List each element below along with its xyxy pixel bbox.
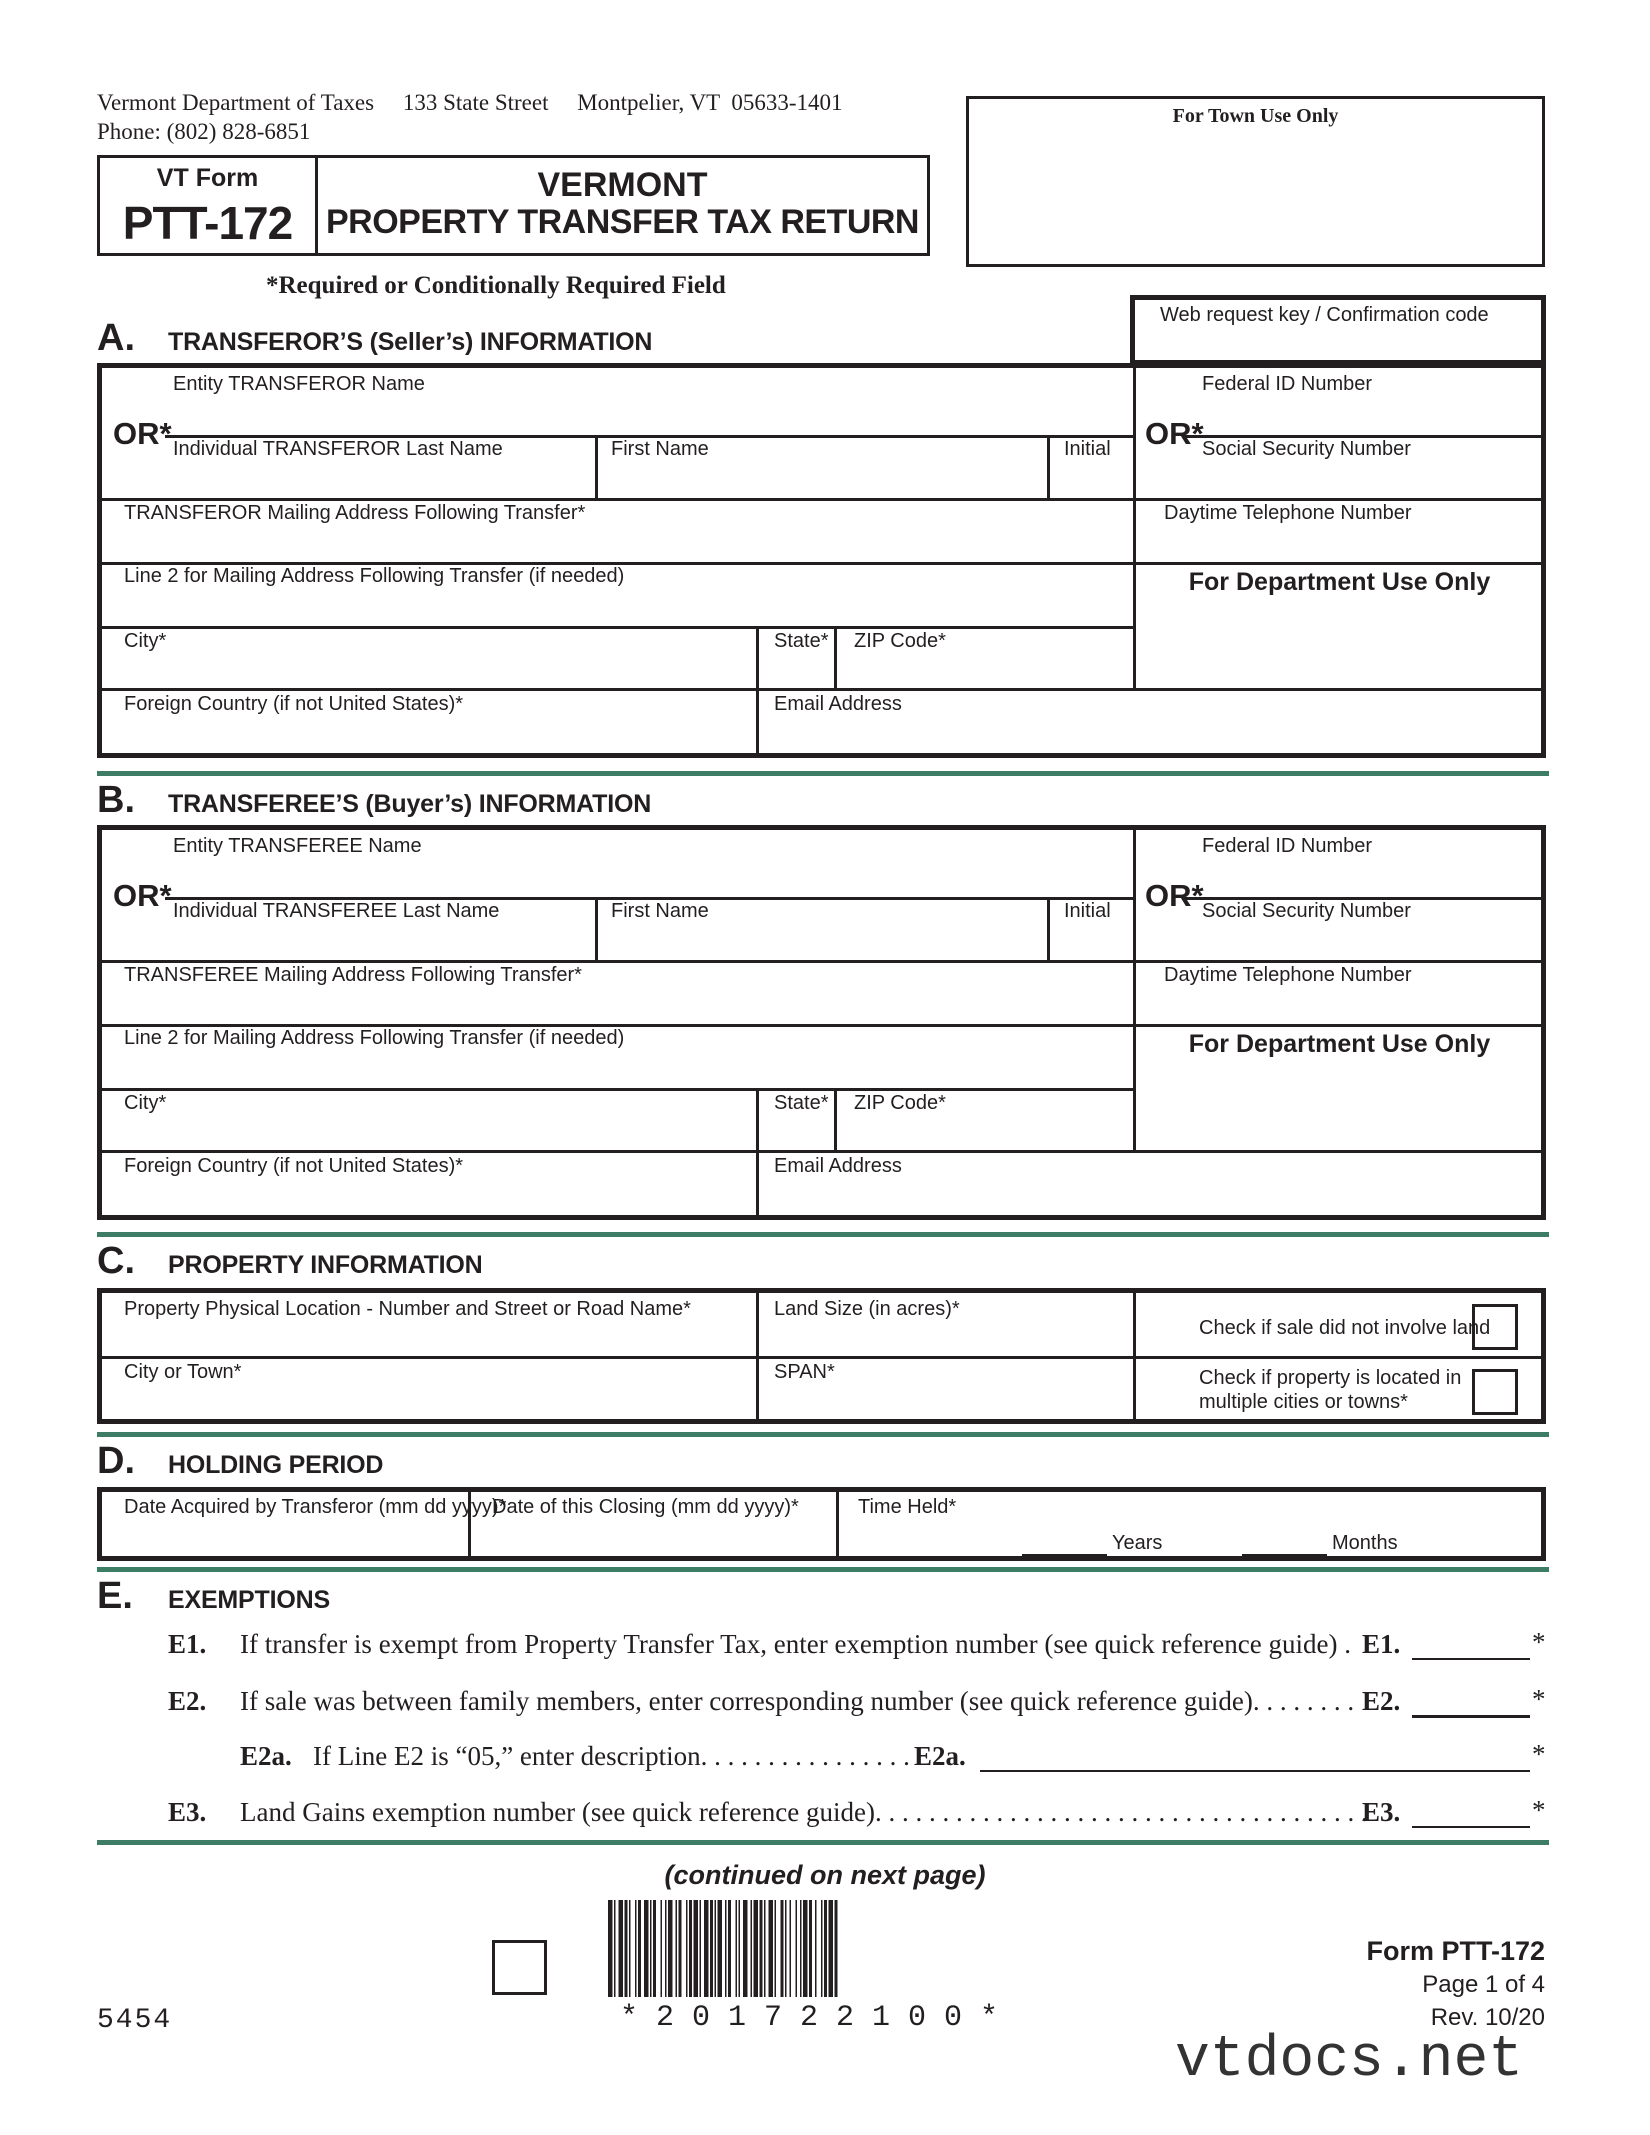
d-months: Months (1332, 1532, 1398, 1554)
barcode-bar (728, 1900, 731, 1997)
b-city[interactable]: City* (124, 1092, 167, 1114)
barcode-bar (715, 1900, 717, 1997)
watermark: vtdocs.net (1175, 2028, 1524, 2093)
barcode-bar (665, 1900, 667, 1997)
divider-b-c (97, 1232, 1549, 1237)
barcode-bar (686, 1900, 688, 1997)
d-date-acquired[interactable]: Date Acquired by Transferor (mm dd yyyy)* (124, 1496, 507, 1518)
barcode-bar (718, 1900, 723, 1997)
form-number: PTT-172 (122, 197, 293, 249)
barcode-bar (760, 1900, 763, 1997)
c-divider-1 (756, 1293, 759, 1424)
a-address-line2[interactable]: Line 2 for Mailing Address Following Transfer (if needed) (124, 565, 625, 587)
c-no-land-label: Check if sale did not involve land (1199, 1317, 1491, 1339)
d-months-blank[interactable] (1242, 1554, 1327, 1556)
barcode-bar (736, 1900, 738, 1997)
b-daytime-phone[interactable]: Daytime Telephone Number (1164, 964, 1412, 986)
b-or-label-2: OR* (1145, 878, 1204, 913)
a-email[interactable]: Email Address (774, 693, 902, 715)
barcode-bar (608, 1900, 613, 1997)
e2a-asterisk: * (1532, 1739, 1546, 1769)
barcode-bar (679, 1900, 682, 1997)
department-phone: Phone: (802) 828-6851 (97, 119, 311, 144)
footer-form-name: Form PTT-172 (1366, 1936, 1545, 1966)
e2a-ref: E2a. (914, 1741, 966, 1771)
barcode-bar (790, 1900, 792, 1997)
a-name-divider (595, 435, 598, 498)
a-row-line-3 (102, 626, 1133, 629)
c-row-line (102, 1356, 1546, 1359)
e3-number: E3. (168, 1797, 207, 1827)
barcode-bar (676, 1900, 678, 1997)
b-address-line2[interactable]: Line 2 for Mailing Address Following Transfer (if needed) (124, 1027, 625, 1049)
a-state-divider (834, 626, 837, 688)
b-row-line-4 (102, 1150, 1546, 1153)
b-state-divider (834, 1088, 837, 1150)
b-row-line-1 (102, 960, 1546, 963)
b-or-label: OR* (113, 878, 172, 913)
barcode-bar (704, 1900, 709, 1997)
section-a-letter: A. (97, 317, 135, 359)
barcode-bar (835, 1900, 838, 1997)
a-first-name[interactable]: First Name (611, 438, 709, 460)
barcode-bar (661, 1900, 663, 1997)
barcode-bar (803, 1900, 808, 1997)
a-entity-name[interactable]: Entity TRANSFEROR Name (173, 373, 425, 395)
a-initial[interactable]: Initial (1064, 438, 1111, 460)
e2-ref: E2. (1362, 1686, 1401, 1716)
form-title-line2: PROPERTY TRANSFER TAX RETURN (325, 203, 919, 241)
a-daytime-phone[interactable]: Daytime Telephone Number (1164, 502, 1412, 524)
b-name-divider (595, 897, 598, 960)
form-code: 5454 (97, 2005, 173, 2036)
a-city[interactable]: City* (124, 630, 167, 652)
barcode-bar (800, 1900, 802, 1997)
c-no-land-checkbox[interactable] (1472, 1304, 1518, 1350)
e1-input[interactable] (1412, 1658, 1530, 1660)
d-years: Years (1112, 1532, 1163, 1554)
b-mailing-address[interactable]: TRANSFEREE Mailing Address Following Transfer* (124, 964, 582, 986)
a-mailing-address[interactable]: TRANSFEROR Mailing Address Following Transfer* (124, 502, 586, 524)
c-multi-checkbox[interactable] (1472, 1369, 1518, 1415)
e2-number: E2. (168, 1686, 207, 1716)
section-d-title: HOLDING PERIOD (168, 1451, 384, 1479)
a-row-line-1 (102, 498, 1546, 501)
section-c-box (97, 1288, 1546, 1424)
b-last-name[interactable]: Individual TRANSFEREE Last Name (173, 900, 500, 922)
c-multi-label (1199, 1366, 1461, 1414)
barcode-bar (689, 1900, 692, 1997)
web-key-box[interactable] (1130, 295, 1546, 365)
b-email[interactable]: Email Address (774, 1155, 902, 1177)
c-location[interactable]: Property Physical Location - Number and Street or Road Name* (124, 1298, 691, 1320)
c-land-size[interactable]: Land Size (in acres)* (774, 1298, 960, 1320)
town-use-box (966, 96, 1545, 267)
e2a-number: E2a. (240, 1741, 292, 1771)
b-entity-name[interactable]: Entity TRANSFEREE Name (173, 835, 422, 857)
barcode-icon (608, 1900, 1028, 1997)
a-zip[interactable]: ZIP Code* (854, 630, 946, 652)
c-span[interactable]: SPAN* (774, 1361, 835, 1383)
barcode-bar (725, 1900, 727, 1997)
a-state[interactable]: State* (774, 630, 829, 652)
barcode-bar (629, 1900, 631, 1997)
barcode-bar (809, 1900, 812, 1997)
barcode-bar (694, 1900, 699, 1997)
e2-input[interactable] (1412, 1715, 1530, 1718)
barcode-bar (710, 1900, 713, 1997)
section-c-title: PROPERTY INFORMATION (168, 1251, 483, 1279)
c-multi-line1: Check if property is located in (1199, 1367, 1462, 1389)
footer-rev: Rev. 10/20 (1430, 2004, 1545, 2031)
barcode-bar (769, 1900, 774, 1997)
e3-asterisk: * (1532, 1795, 1546, 1825)
b-dept-use: For Department Use Only (1188, 1030, 1491, 1058)
b-foreign-country[interactable]: Foreign Country (if not United States)* (124, 1155, 464, 1177)
b-row-line-3 (102, 1088, 1133, 1091)
e3-text: Land Gains exemption number (see quick reference guide). . . . . . . . . . . . . . . . . . . . . . . . . . . . . . . . . . . . . (240, 1797, 1368, 1827)
web-key-label: Web request key / Confirmation code (1160, 304, 1489, 326)
barcode-bar (754, 1900, 759, 1997)
barcode-bar (824, 1900, 827, 1997)
a-ssn[interactable]: Social Security Number (1202, 438, 1411, 460)
e2a-text: If Line E2 is “05,” enter description. . . . . . . . . . . . . . . . (313, 1741, 910, 1771)
b-initial[interactable]: Initial (1064, 900, 1111, 922)
barcode-bar (829, 1900, 834, 1997)
barcode-bar (638, 1900, 641, 1997)
divider-e-footer (97, 1840, 1549, 1845)
divider-d-e (97, 1567, 1549, 1572)
section-b-box (97, 825, 1546, 1220)
a-initial-divider (1047, 435, 1050, 498)
b-zip[interactable]: ZIP Code* (854, 1092, 946, 1114)
section-d-letter: D. (97, 1440, 135, 1482)
e1-ref: E1. (1362, 1629, 1401, 1659)
b-federal-id[interactable]: Federal ID Number (1202, 835, 1373, 857)
continued-note: (continued on next page) (664, 1860, 986, 1890)
e2-text: If sale was between family members, enter corresponding number (see quick reference guide). . . . . . . . (240, 1686, 1355, 1716)
barcode-bar (635, 1900, 637, 1997)
section-a-box (97, 363, 1546, 758)
e2-asterisk: * (1532, 1684, 1546, 1714)
d-years-blank[interactable] (1022, 1554, 1107, 1556)
d-time-held: Time Held* (858, 1496, 957, 1518)
barcode-bar (743, 1900, 748, 1997)
b-initial-divider (1047, 897, 1050, 960)
b-first-name[interactable]: First Name (611, 900, 709, 922)
c-multi-line2: multiple cities or towns* (1199, 1391, 1408, 1413)
e3-ref: E3. (1362, 1797, 1401, 1827)
divider-a-b (97, 771, 1549, 776)
e3-input[interactable] (1412, 1826, 1530, 1828)
form-label: VT Form (156, 164, 259, 192)
barcode-bar (653, 1900, 656, 1997)
a-federal-id[interactable]: Federal ID Number (1202, 373, 1373, 395)
e1-number: E1. (168, 1629, 207, 1659)
required-note: *Required or Conditionally Required Field (266, 272, 726, 299)
barcode-bar (650, 1900, 652, 1997)
barcode-bar (781, 1900, 784, 1997)
section-b-letter: B. (97, 779, 135, 821)
barcode-bar (796, 1900, 798, 1997)
section-a-title: TRANSFEROR’S (Seller’s) INFORMATION (168, 328, 653, 356)
section-d-box (97, 1487, 1546, 1561)
barcode-bar (625, 1900, 628, 1997)
barcode-bar (785, 1900, 787, 1997)
c-city-town[interactable]: City or Town* (124, 1361, 242, 1383)
barcode-bar (775, 1900, 777, 1997)
e2a-input[interactable] (980, 1770, 1530, 1772)
a-city-divider (756, 626, 759, 758)
town-use-label: For Town Use Only (1172, 105, 1339, 127)
form-title-line1: VERMONT (537, 166, 708, 204)
barcode-bar (821, 1900, 823, 1997)
a-or-label-2: OR* (1145, 416, 1204, 451)
c-divider-2 (1133, 1293, 1136, 1424)
section-e-title: EXEMPTIONS (168, 1586, 330, 1614)
barcode-bar (815, 1900, 817, 1997)
form-title-box (97, 155, 930, 256)
a-or-label: OR* (113, 416, 172, 451)
divider-c-d (97, 1432, 1549, 1437)
e1-asterisk: * (1532, 1627, 1546, 1657)
barcode-bar (619, 1900, 624, 1997)
b-ssn[interactable]: Social Security Number (1202, 900, 1411, 922)
section-b-title: TRANSFEREE’S (Buyer’s) INFORMATION (168, 790, 652, 818)
d-divider-2 (836, 1492, 839, 1561)
barcode-bar (614, 1900, 616, 1997)
a-row-line-4 (102, 688, 1546, 691)
barcode-bar (764, 1900, 766, 1997)
barcode-bar (644, 1900, 649, 1997)
b-state[interactable]: State* (774, 1092, 829, 1114)
b-city-divider (756, 1088, 759, 1220)
footer-checkbox[interactable] (492, 1940, 547, 1995)
a-last-name[interactable]: Individual TRANSFEROR Last Name (173, 438, 503, 460)
section-e-letter: E. (97, 1575, 133, 1617)
a-dept-use: For Department Use Only (1188, 568, 1491, 596)
d-date-closing[interactable]: Date of this Closing (mm dd yyyy)* (492, 1496, 799, 1518)
a-right-divider (1133, 368, 1136, 690)
department-address: Vermont Department of Taxes 133 State Street Montpelier, VT 05633-1401 (97, 90, 843, 115)
barcode-bar (700, 1900, 702, 1997)
footer-page: Page 1 of 4 (1422, 1971, 1545, 1998)
b-right-divider (1133, 830, 1136, 1152)
barcode-text: * 2 0 1 7 2 2 1 0 0 * (620, 2001, 999, 2035)
barcode-bar (751, 1900, 753, 1997)
e1-text: If transfer is exempt from Property Transfer Tax, enter exemption number (see quick reference guide) . (240, 1629, 1351, 1659)
barcode-bar (668, 1900, 673, 1997)
a-foreign-country[interactable]: Foreign Country (if not United States)* (124, 693, 464, 715)
section-c-letter: C. (97, 1240, 135, 1282)
barcode-bar (739, 1900, 741, 1997)
